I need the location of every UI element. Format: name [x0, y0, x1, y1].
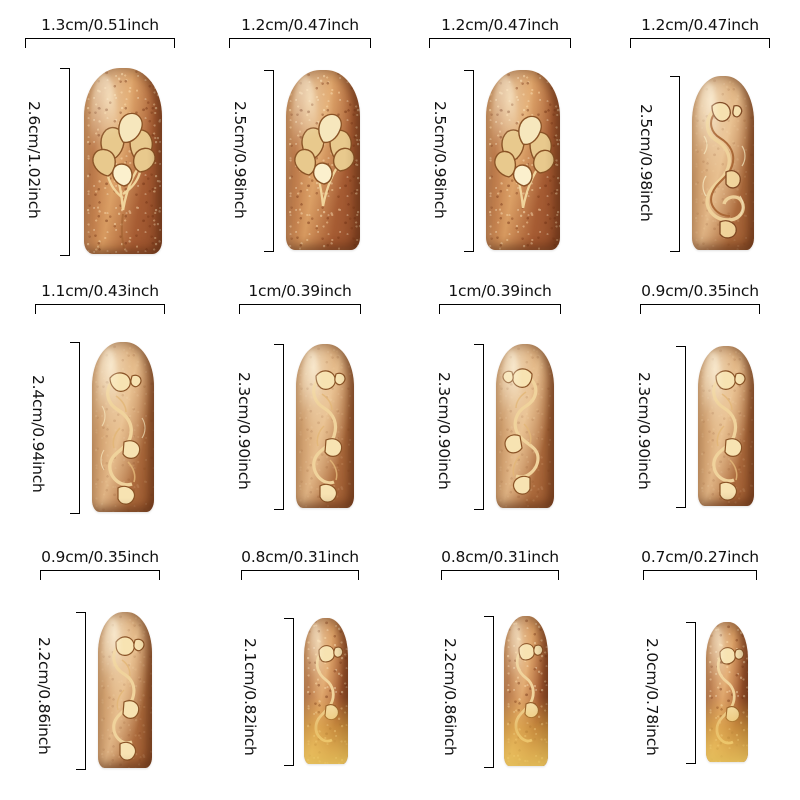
width-label: 1.2cm/0.47inch: [641, 16, 759, 34]
width-label: 0.8cm/0.31inch: [241, 548, 359, 566]
height-bracket: [264, 70, 274, 252]
width-label: 0.9cm/0.35inch: [641, 282, 759, 300]
width-label: 0.9cm/0.35inch: [41, 548, 159, 566]
height-bracket: [676, 346, 686, 508]
width-bracket: [229, 38, 371, 48]
width-label: 0.7cm/0.27inch: [641, 548, 759, 566]
dragon-relief-icon: [296, 344, 354, 508]
nail-cell: [200, 266, 400, 532]
floral-relief-icon: [286, 70, 360, 250]
width-bracket: [25, 38, 175, 48]
dragon-relief-icon: [504, 616, 548, 766]
width-bracket: [40, 570, 160, 580]
width-bracket: [35, 304, 165, 314]
height-label: 2.3cm/0.90inch: [435, 372, 454, 490]
width-bracket: [241, 570, 359, 580]
floral-relief-icon: [486, 70, 560, 250]
height-bracket: [76, 612, 86, 770]
height-bracket: [670, 76, 680, 252]
nail-cell: [600, 532, 800, 798]
width-bracket: [441, 570, 559, 580]
nail-row: [0, 266, 800, 532]
height-label: 2.5cm/0.98inch: [637, 104, 656, 222]
height-label: 2.6cm/1.02inch: [25, 101, 44, 219]
nail-art-dragon: [692, 76, 754, 250]
nail-art-dragon: [496, 344, 554, 508]
nail-cell: [0, 266, 200, 532]
nail-row: [0, 532, 800, 798]
floral-relief-icon: [84, 68, 162, 254]
nail-art-floral: [486, 70, 560, 250]
width-label: 1.3cm/0.51inch: [41, 16, 159, 34]
height-bracket: [464, 70, 474, 252]
height-bracket: [70, 342, 80, 514]
width-bracket: [630, 38, 770, 48]
nail-cell: [400, 532, 600, 798]
dragon-relief-icon: [98, 612, 152, 768]
height-label: 2.1cm/0.82inch: [241, 638, 260, 756]
width-label: 1cm/0.39inch: [448, 282, 552, 300]
nail-art-floral: [286, 70, 360, 250]
width-label: 1cm/0.39inch: [248, 282, 352, 300]
height-bracket: [686, 622, 696, 764]
nail-art-dragon: [706, 622, 748, 762]
nail-art-dragon: [92, 342, 154, 512]
nail-cell: [400, 0, 600, 266]
width-bracket: [643, 570, 757, 580]
dragon-relief-icon: [706, 622, 748, 762]
width-bracket: [429, 38, 571, 48]
nail-cell: [600, 0, 800, 266]
height-label: 2.2cm/0.86inch: [441, 638, 460, 756]
nail-cell: [200, 0, 400, 266]
height-bracket: [60, 68, 70, 256]
width-label: 0.8cm/0.31inch: [441, 548, 559, 566]
nail-art-floral: [84, 68, 162, 254]
dragon-relief-icon: [92, 342, 154, 512]
nail-art-dragon: [98, 612, 152, 768]
width-label: 1.2cm/0.47inch: [441, 16, 559, 34]
nail-cell: [200, 532, 400, 798]
dragon-relief-icon: [304, 618, 348, 764]
height-label: 2.2cm/0.86inch: [35, 637, 54, 755]
height-label: 2.3cm/0.90inch: [235, 372, 254, 490]
height-label: 2.3cm/0.90inch: [635, 372, 654, 490]
height-bracket: [284, 618, 294, 766]
height-bracket: [274, 344, 284, 510]
nail-cell: [0, 532, 200, 798]
nail-art-dragon: [504, 616, 548, 766]
nail-cell: [600, 266, 800, 532]
nail-art-dragon: [698, 346, 754, 506]
dragon-relief-icon: [496, 344, 554, 508]
nail-row: [0, 0, 800, 266]
width-bracket: [439, 304, 561, 314]
height-label: 2.5cm/0.98inch: [431, 101, 450, 219]
height-bracket: [474, 344, 484, 510]
dragon-relief-icon: [698, 346, 754, 506]
nail-art-dragon: [304, 618, 348, 764]
nail-cell: [400, 266, 600, 532]
height-label: 2.5cm/0.98inch: [231, 101, 250, 219]
height-bracket: [484, 616, 494, 768]
nail-art-dragon: [296, 344, 354, 508]
height-label: 2.4cm/0.94inch: [29, 375, 48, 493]
height-label: 2.0cm/0.78inch: [643, 638, 662, 756]
nail-cell: [0, 0, 200, 266]
width-label: 1.2cm/0.47inch: [241, 16, 359, 34]
width-bracket: [640, 304, 760, 314]
width-label: 1.1cm/0.43inch: [41, 282, 159, 300]
width-bracket: [239, 304, 361, 314]
dragon-relief-icon: [692, 76, 754, 250]
